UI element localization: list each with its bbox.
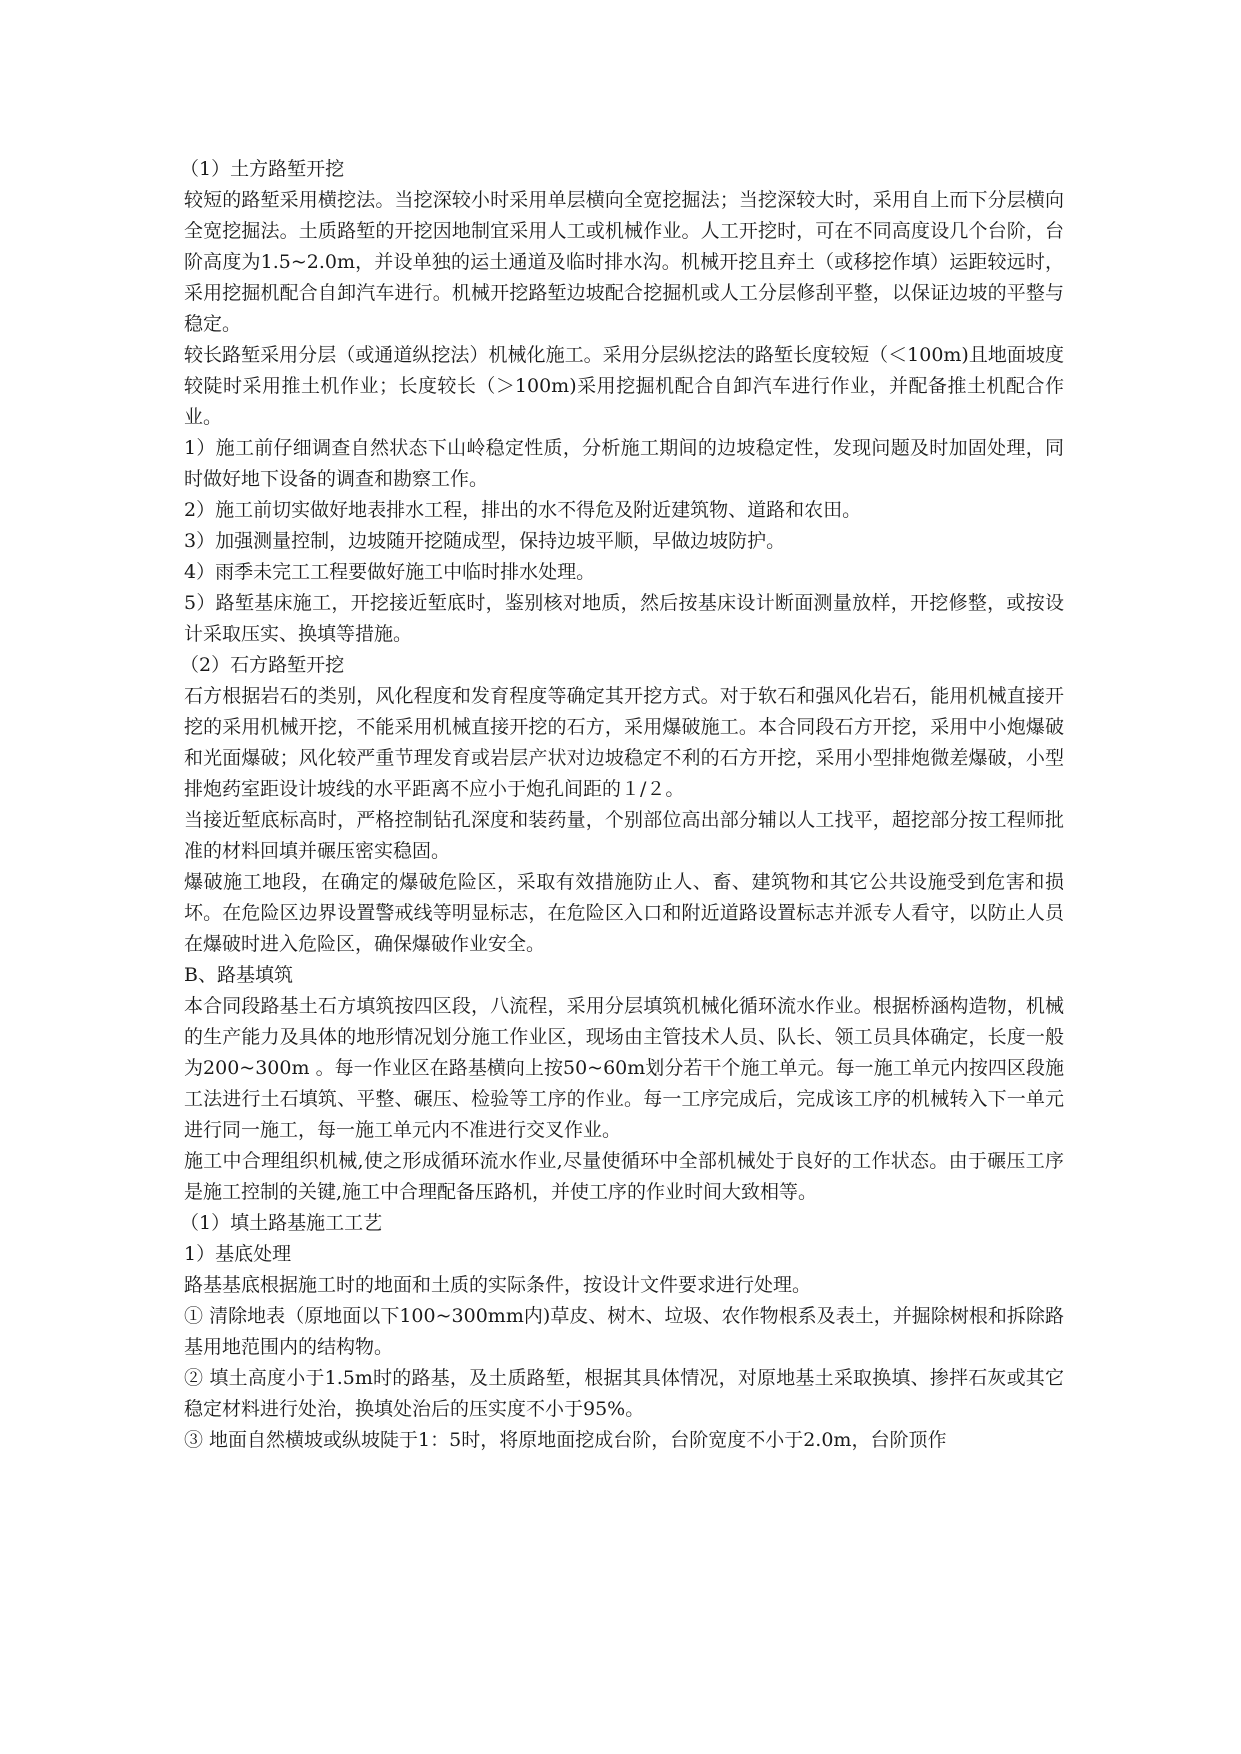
section-heading-fill-process: （1）填土路基施工工艺 xyxy=(180,1212,383,1234)
paragraph: 当接近堑底标高时，严格控制钻孔深度和装药量，个别部位高出部分辅以人工找平，超挖部分按工程师批准的材料回填并碾压密实稳固。 xyxy=(184,809,1064,862)
list-item: ③ 地面自然横坡或纵坡陡于1：5时，将原地面挖成台阶，台阶宽度不小于2.0m，台阶顶作 xyxy=(184,1429,947,1451)
paragraph: 施工中合理组织机械,使之形成循环流水作业,尽量使循环中全部机械处于良好的工作状态。由于碾压工序是施工控制的关键,施工中合理配备压路机，并使工序的作业时间大致相等。 xyxy=(184,1150,1064,1203)
section-heading-earth-cutting: （1）土方路堑开挖 xyxy=(180,158,345,180)
list-item: ② 填土高度小于1.5m时的路基，及土质路堑，根据其具体情况，对原地基土采取换填、掺拌石灰或其它稳定材料进行处治，换填处治后的压实度不小于95%。 xyxy=(184,1367,1064,1420)
paragraph: 较短的路堑采用横挖法。当挖深较小时采用单层横向全宽挖掘法；当挖深较大时，采用自上而下分层横向全宽挖掘法。土质路堑的开挖因地制宜采用人工或机械作业。人工开挖时，可在不同高度设几个台阶，台阶高度为1.5~2.0m，并设单独的运土通道及临时排水沟。机械开挖且弃土（或移挖作填）运距较远时，采用挖掘机配合自卸汽车进行。机械开挖路堑边坡配合挖掘机或人工分层修刮平整，以保证边坡的平整与稳定。 xyxy=(184,189,1064,335)
section-heading-subgrade-filling: B、路基填筑 xyxy=(184,964,293,986)
paragraph: 路基基底根据施工时的地面和土质的实际条件，按设计文件要求进行处理。 xyxy=(184,1274,812,1296)
paragraph: 较长路堑采用分层（或通道纵挖法）机械化施工。采用分层纵挖法的路堑长度较短（＜100m)且地面坡度较陡时采用推土机作业；长度较长（＞100m)采用挖掘机配合自卸汽车进行作业，并配备推土机配合作业。 xyxy=(184,344,1064,428)
section-heading-rock-cutting: （2）石方路堑开挖 xyxy=(180,654,345,676)
list-item: 3）加强测量控制，边坡随开挖随成型，保持边坡平顺，早做边坡防护。 xyxy=(184,530,786,552)
paragraph: 爆破施工地段，在确定的爆破危险区，采取有效措施防止人、畜、建筑物和其它公共设施受到危害和损坏。在危险区边界设置警戒线等明显标志，在危险区入口和附近道路设置标志并派专人看守，以防止人员在爆破时进入危险区，确保爆破作业安全。 xyxy=(184,871,1064,955)
document-body xyxy=(180,154,1064,1456)
list-item: 4）雨季未完工工程要做好施工中临时排水处理。 xyxy=(184,561,596,583)
paragraph: 石方根据岩石的类别，风化程度和发育程度等确定其开挖方式。对于软石和强风化岩石，能用机械直接开挖的采用机械开挖，不能采用机械直接开挖的石方，采用爆破施工。本合同段石方开挖，采用中小炮爆破和光面爆破；风化较严重节理发育或岩层产状对边坡稳定不利的石方开挖，采用小型排炮微差爆破，小型排炮药室距设计坡线的水平距离不应小于炮孔间距的１/２。 xyxy=(184,685,1064,800)
list-item: 5）路堑基床施工，开挖接近堑底时，鉴别核对地质，然后按基床设计断面测量放样，开挖修整，或按设计采取压实、换填等措施。 xyxy=(184,592,1064,645)
list-item: ① 清除地表（原地面以下100~300mm内)草皮、树木、垃圾、农作物根系及表土，并掘除树根和拆除路基用地范围内的结构物。 xyxy=(184,1305,1064,1358)
paragraph: 本合同段路基土石方填筑按四区段，八流程，采用分层填筑机械化循环流水作业。根据桥涵构造物，机械的生产能力及具体的地形情况划分施工作业区，现场由主管技术人员、队长、领工员具体确定，长度一般为200~300m 。每一作业区在路基横向上按50~60m划分若干个施工单元。每一施工单元内按四区段施工法进行土石填筑、平整、碾压、检验等工序的作业。每一工序完成后，完成该工序的机械转入下一单元进行同一施工，每一施工单元内不准进行交叉作业。 xyxy=(184,995,1064,1141)
subsection-heading-base-treatment: 1）基底处理 xyxy=(184,1243,292,1265)
list-item: 1）施工前仔细调查自然状态下山岭稳定性质，分析施工期间的边坡稳定性，发现问题及时加固处理，同时做好地下设备的调查和勘察工作。 xyxy=(184,437,1064,490)
list-item: 2）施工前切实做好地表排水工程，排出的水不得危及附近建筑物、道路和农田。 xyxy=(184,499,862,521)
